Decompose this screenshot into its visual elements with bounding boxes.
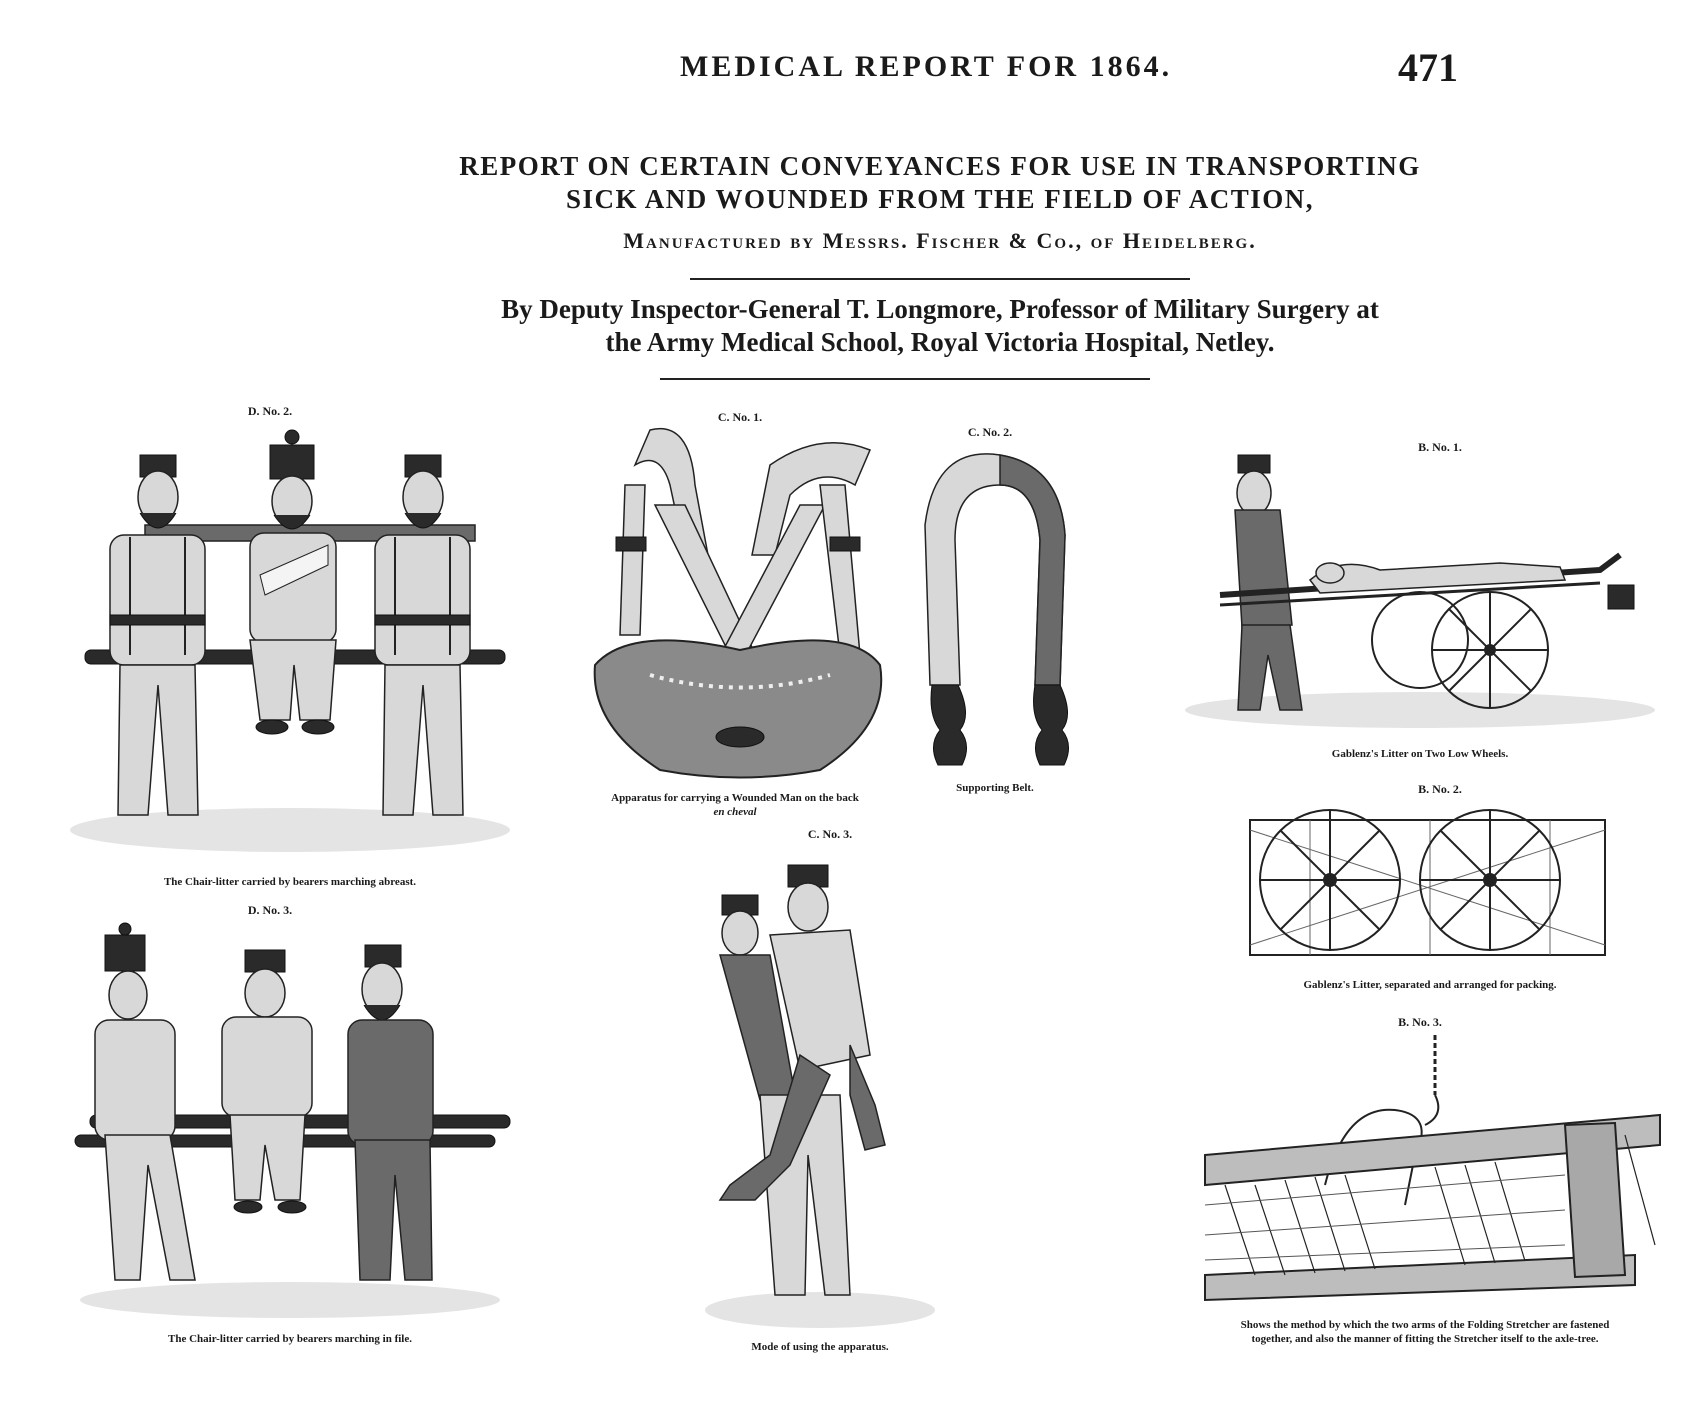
author-line-1: By Deputy Inspector-General T. Longmore, Professor of Military Surgery at [501,294,1379,324]
fig-b2-label: B. No. 2. [1418,782,1462,796]
page-number: 471 [1398,45,1458,90]
fig-b3-label: B. No. 3. [1398,1015,1442,1029]
fig-b3-illustration [1195,1035,1670,1305]
fig-b1-label: B. No. 1. [1418,440,1462,454]
fig-c1-caption-text: Apparatus for carrying a Wounded Man on the back [611,792,859,804]
fig-c3-caption: Mode of using the apparatus. [751,1341,889,1353]
fig-b2-caption: Gablenz's Litter, separated and arranged for packing. [1303,979,1557,991]
fig-b2-illustration [1250,800,1610,970]
fig-d2-label: D. No. 2. [247,404,293,418]
fig-c1-caption-emphasis: en cheval [713,806,757,818]
fig-c3-illustration [700,855,940,1335]
report-title-line-2: SICK AND WOUNDED FROM THE FIELD OF ACTION, [565,184,1315,214]
title-rule [690,278,1190,280]
byline-rule [660,378,1150,380]
fig-d3-caption: The Chair-litter carried by bearers marching in file. [168,1333,412,1345]
fig-c3-label: C. No. 3. [807,827,853,841]
fig-c2-caption: Supporting Belt. [956,782,1034,794]
fig-b3-caption-line-1: Shows the method by which the two arms of the Folding Stretcher are fastened [1240,1319,1610,1331]
fig-c1-label: C. No. 1. [717,410,763,424]
fig-c1-illustration [590,425,890,785]
fig-b3-caption-line-2: together, and also the manner of fitting the Stretcher itself to the axle-tree. [1251,1333,1599,1345]
fig-d3-label: D. No. 3. [247,903,293,917]
running-head [0,44,1700,94]
fig-c2-label: C. No. 2. [967,425,1013,439]
fig-b1-caption: Gablenz's Litter on Two Low Wheels. [1331,748,1509,760]
author-line-2: the Army Medical School, Royal Victoria Hospital, Netley. [605,327,1275,357]
fig-c1-caption-italic [580,805,890,819]
manufacturer-line: Manufactured by Messrs. Fischer & Co., of Heidelberg. [623,228,1257,253]
fig-c2-illustration [900,445,1090,775]
author-byline [380,293,1500,359]
report-title [380,150,1500,216]
fig-b3-caption [1180,1318,1670,1346]
running-title: MEDICAL REPORT FOR 1864. [680,50,1173,83]
fig-c1-caption [580,791,890,819]
fig-d2-caption: The Chair-litter carried by bearers marching abreast. [163,876,417,888]
fig-b1-illustration [1180,455,1660,735]
fig-d2-illustration [60,425,520,865]
report-title-line-1: REPORT ON CERTAIN CONVEYANCES FOR USE IN TRANSPORTING [459,151,1421,181]
fig-d3-illustration [70,925,510,1325]
